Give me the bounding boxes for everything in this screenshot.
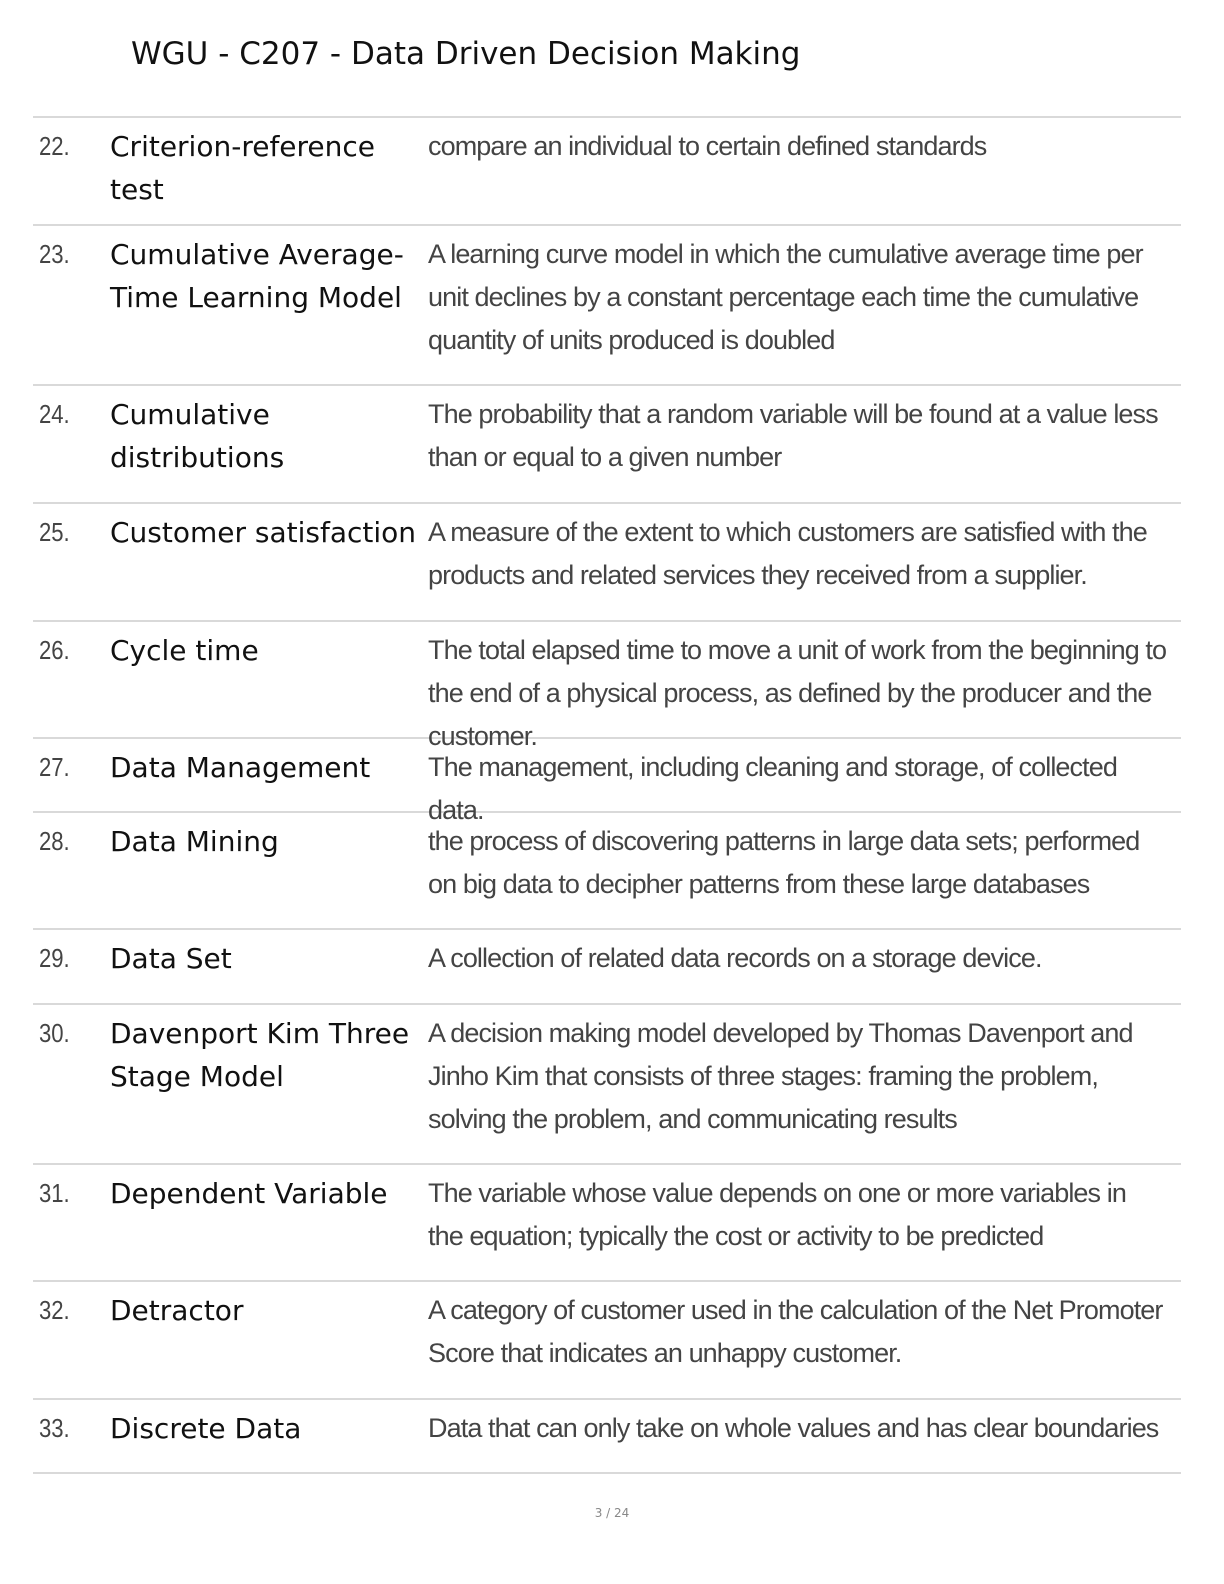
glossary-row — [33, 813, 1181, 930]
entry-term: Data Set — [110, 942, 232, 975]
entry-definition: compare an individual to certain defined standards — [428, 131, 987, 161]
entry-term: Detractor — [110, 1294, 244, 1327]
entry-definition: A learning curve model in which the cumulative average time per unit declines by a constant percentage each time the cumulative quantity of units produced is doubled — [428, 239, 1143, 355]
entry-definition: The total elapsed time to move a unit of work from the beginning to the end of a physical process, as defined by the producer and the customer. — [428, 635, 1167, 751]
entry-definition: Data that can only take on whole values and has clear boundaries — [428, 1413, 1159, 1443]
glossary-row — [33, 622, 1181, 751]
entry-definition: The management, including cleaning and storage, of collected data. — [428, 752, 1117, 825]
page-indicator: 3 / 24 — [594, 1506, 630, 1520]
glossary-row — [33, 386, 1181, 504]
entry-term: Data Management — [110, 751, 371, 784]
entry-number: 22. — [38, 131, 70, 161]
entry-number: 30. — [38, 1018, 70, 1048]
entry-definition: A category of customer used in the calculation of the Net Promoter Score that indicates an unhappy customer. — [428, 1295, 1163, 1368]
entry-number: 31. — [38, 1178, 70, 1208]
glossary-row — [33, 739, 1181, 825]
entry-number: 28. — [38, 826, 70, 856]
entry-term: Data Mining — [110, 825, 279, 858]
glossary-row — [33, 1165, 1181, 1282]
entry-term: Dependent Variable — [110, 1177, 388, 1210]
entry-number: 27. — [38, 752, 70, 782]
entry-term: Discrete Data — [110, 1412, 302, 1445]
entry-number: 26. — [38, 635, 70, 665]
entry-term: Cumulative Average-Time Learning Model — [110, 238, 404, 314]
glossary-row — [33, 1400, 1181, 1474]
entry-definition: the process of discovering patterns in large data sets; performed on big data to decipher patterns from these large databases — [428, 826, 1140, 899]
entry-number: 33. — [38, 1413, 70, 1443]
glossary-row — [33, 1005, 1181, 1165]
glossary-row — [33, 226, 1181, 386]
entry-number: 32. — [38, 1295, 70, 1325]
entry-definition: The variable whose value depends on one or more variables in the equation; typically the cost or activity to be predicted — [428, 1178, 1126, 1251]
entry-term: Criterion-reference test — [110, 130, 376, 206]
entry-definition: A decision making model developed by Thomas Davenport and Jinho Kim that consists of three stages: framing the problem, solving the problem, and communicating results — [428, 1018, 1133, 1134]
entry-definition: A collection of related data records on a storage device. — [428, 943, 1042, 973]
entry-term: Cumulative distributions — [110, 398, 285, 474]
entry-definition: A measure of the extent to which customers are satisfied with the products and related services they received from a supplier. — [428, 517, 1147, 590]
glossary-row — [33, 1282, 1181, 1400]
entry-term: Cycle time — [110, 634, 259, 667]
entry-term: Davenport Kim Three Stage Model — [110, 1017, 410, 1093]
glossary-row — [33, 504, 1181, 622]
entry-number: 24. — [38, 399, 70, 429]
entry-definition: The probability that a random variable will be found at a value less than or equal to a given number — [428, 399, 1158, 472]
glossary-table — [33, 116, 1181, 1474]
page-title: WGU - C207 - Data Driven Decision Making — [131, 36, 801, 72]
entry-number: 29. — [38, 943, 70, 973]
entry-number: 23. — [38, 239, 70, 269]
entry-term: Customer satisfaction — [110, 516, 417, 549]
entry-number: 25. — [38, 517, 70, 547]
glossary-row — [33, 118, 1181, 226]
glossary-row — [33, 930, 1181, 1005]
